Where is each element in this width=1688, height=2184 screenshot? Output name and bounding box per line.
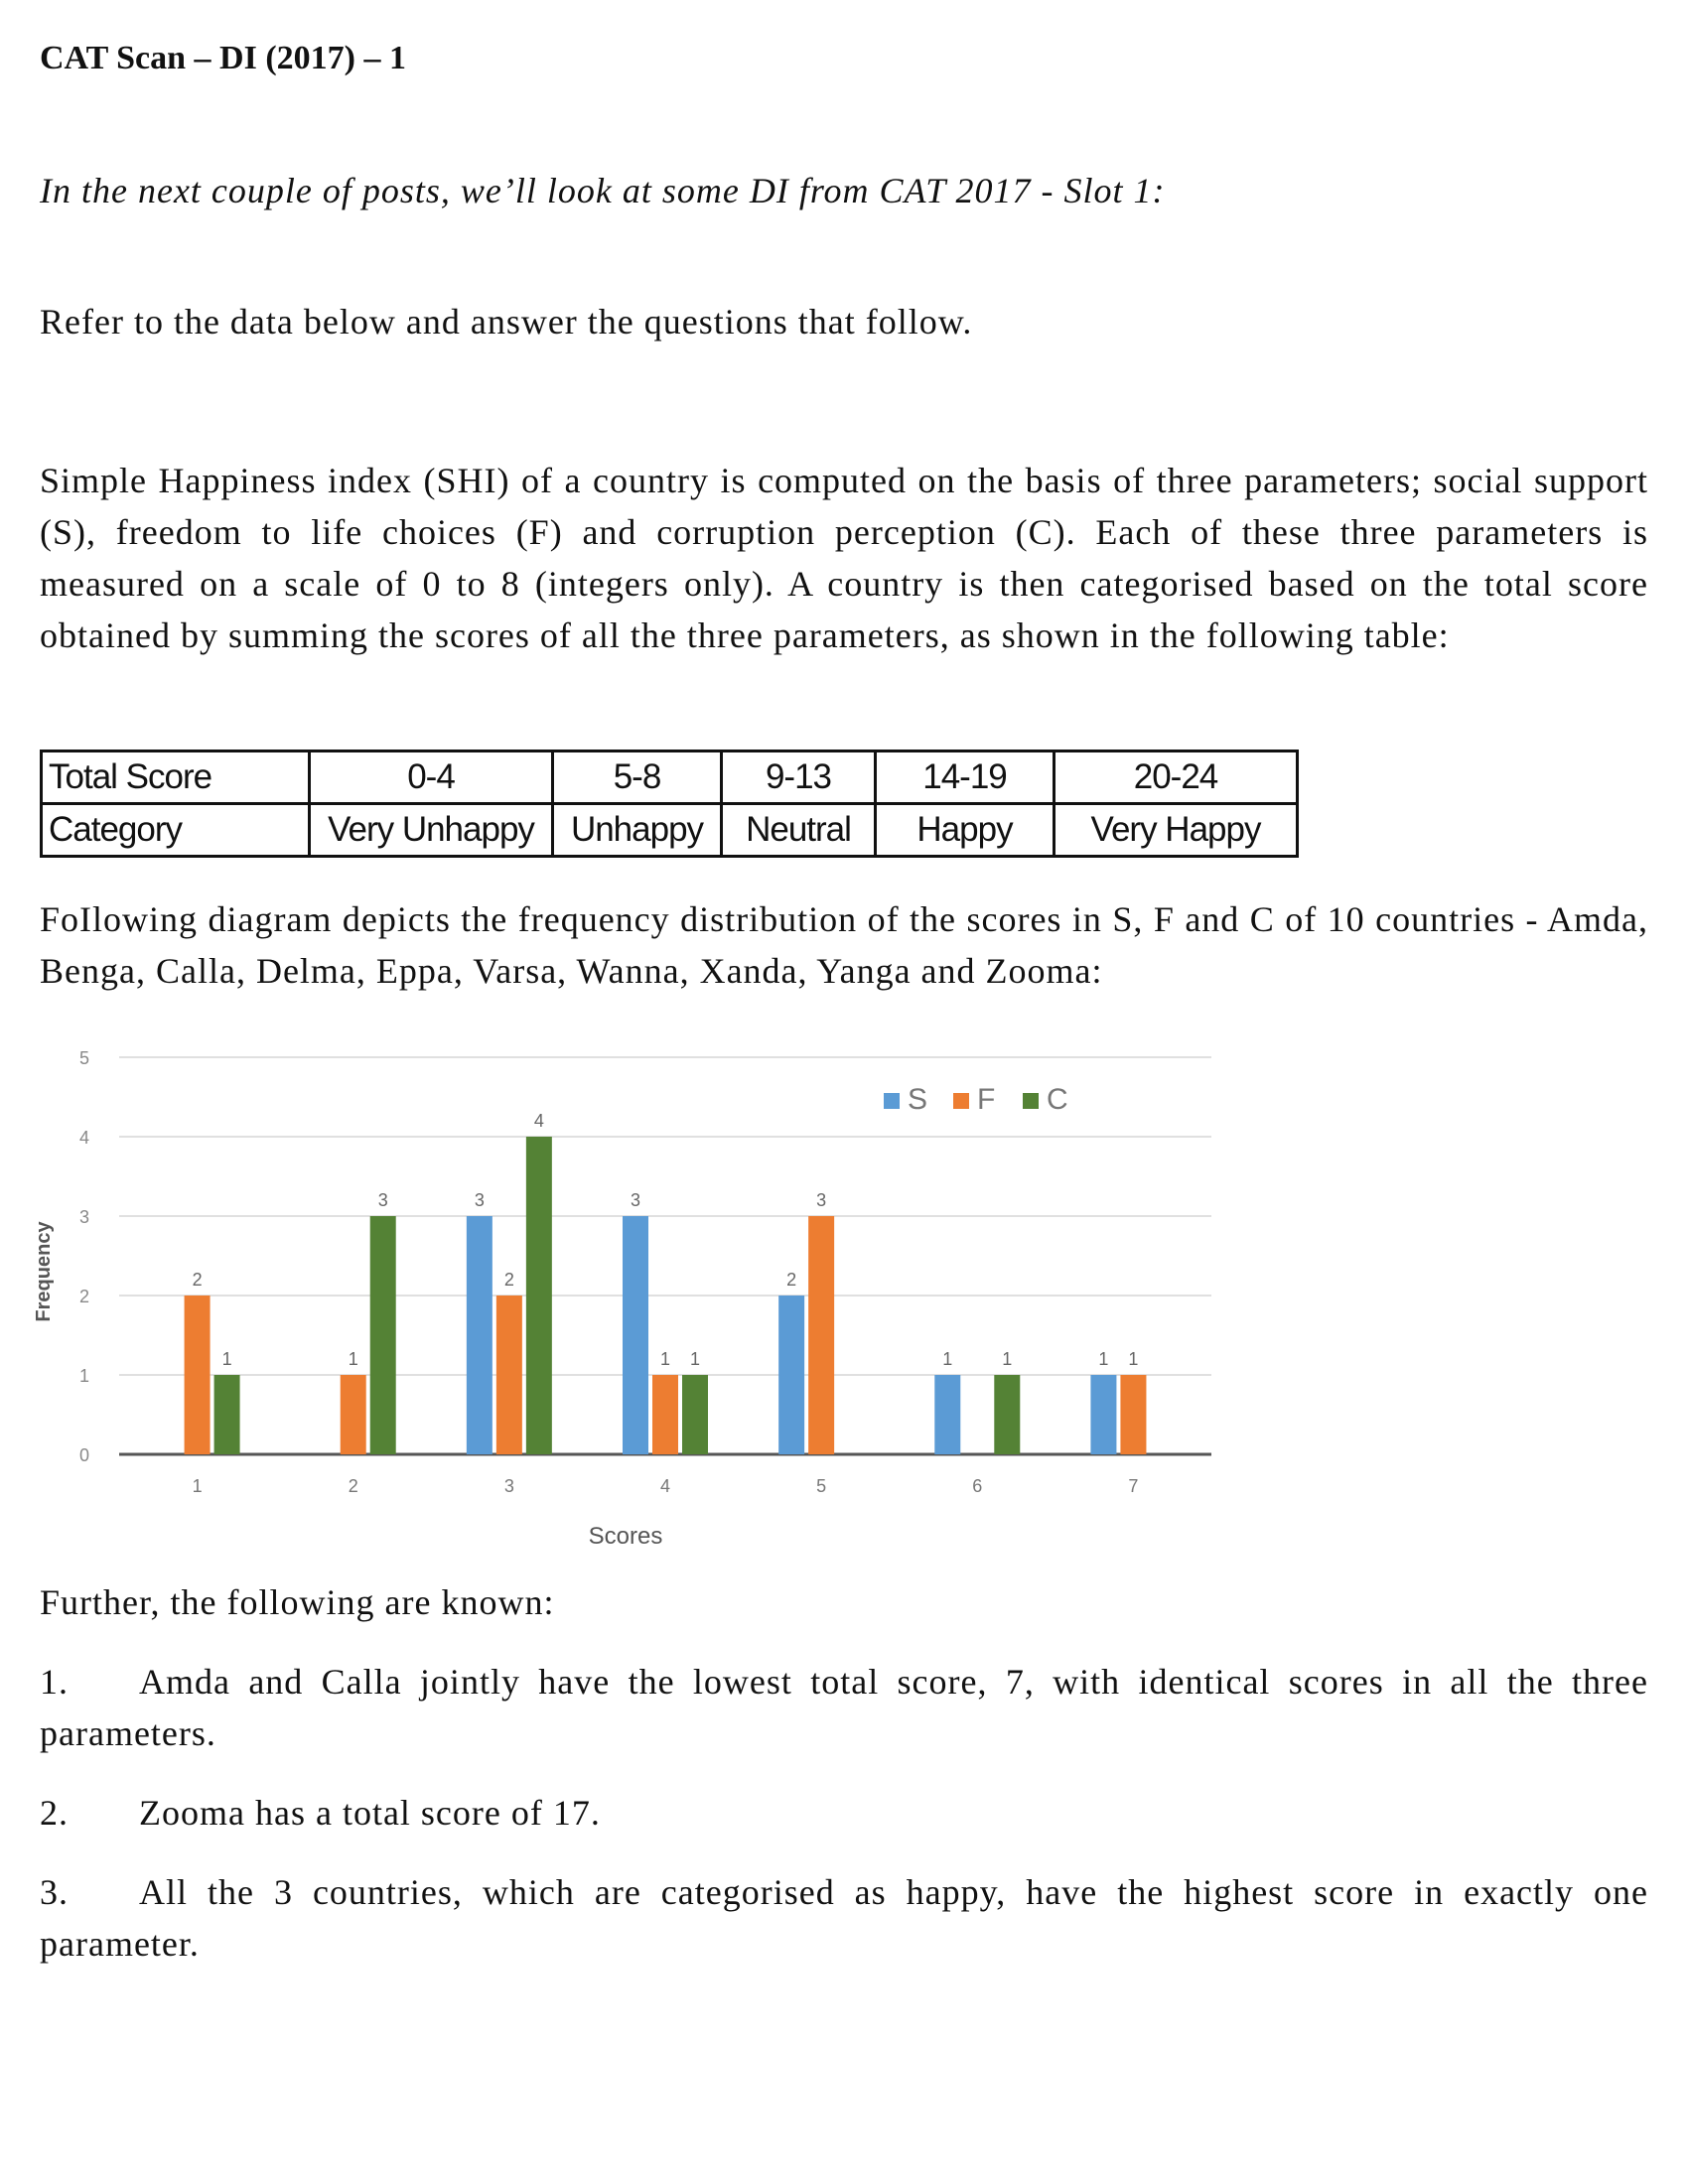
x-tick-label: 6 xyxy=(972,1476,983,1496)
data-label: 3 xyxy=(816,1190,827,1210)
data-label: 2 xyxy=(786,1270,797,1290)
fact-item xyxy=(40,1866,1648,1970)
bar-s xyxy=(467,1216,492,1454)
frequency-bar-chart xyxy=(30,1027,1221,1564)
x-tick-label: 7 xyxy=(1128,1476,1139,1496)
legend-swatch xyxy=(1023,1093,1039,1109)
data-label: 1 xyxy=(942,1349,953,1369)
data-label: 1 xyxy=(1098,1349,1109,1369)
fact-text: Amda and Calla jointly have the lowest total score, 7, with identical scores in all the three parameters. xyxy=(40,1662,1648,1753)
page-title: CAT Scan – DI (2017) – 1 xyxy=(40,40,406,76)
data-label: 2 xyxy=(192,1270,203,1290)
table-cell: Very Unhappy xyxy=(310,804,553,857)
table-row-label: Total Score xyxy=(42,751,310,804)
bar-f xyxy=(1120,1375,1146,1454)
bar-f xyxy=(808,1216,834,1454)
further-text: Further, the following are known: xyxy=(40,1582,555,1622)
table-cell: 20-24 xyxy=(1055,751,1298,804)
bar-f xyxy=(341,1375,366,1454)
bar-s xyxy=(623,1216,648,1454)
y-tick-label: 4 xyxy=(78,1128,90,1148)
fact-number: 3. xyxy=(40,1872,69,1912)
bar-s xyxy=(934,1375,960,1454)
table-row xyxy=(42,804,1298,857)
diagram-intro-text: FoIlowing diagram depicts the frequency distribution of the scores in S, F and C of 10 countries - Amda, Benga, Calla, Delma, Eppa, Varsa, Wanna, Xanda, Yanga and Zooma: xyxy=(40,899,1648,991)
legend-swatch xyxy=(953,1093,969,1109)
y-tick-label: 1 xyxy=(78,1366,90,1386)
data-label: 2 xyxy=(503,1270,514,1290)
fact-item xyxy=(40,1787,1648,1839)
legend-swatch xyxy=(884,1093,900,1109)
y-tick-label: 3 xyxy=(78,1207,90,1227)
data-label: 1 xyxy=(689,1349,701,1369)
data-label: 1 xyxy=(1128,1349,1139,1369)
y-tick-label: 0 xyxy=(78,1445,90,1465)
bar-s xyxy=(778,1296,804,1454)
x-tick-label: 5 xyxy=(816,1476,827,1496)
fact-item xyxy=(40,1656,1648,1759)
description-text: Simple Happiness index (SHI) of a country is computed on the basis of three parameters; social support (S), freedom to life choices (F) and corruption perception (C). Each of these three parameters is measured on a scale of 0 to 8 (integers only). A country is then categorised based on the total score obtained by summing the scores of all the three parameters, as shown in the following table: xyxy=(40,461,1648,655)
bar-c xyxy=(994,1375,1020,1454)
table-cell: Unhappy xyxy=(553,804,722,857)
x-tick-label: 2 xyxy=(348,1476,358,1496)
data-label: 3 xyxy=(630,1190,641,1210)
bar-f xyxy=(652,1375,678,1454)
x-tick-label: 1 xyxy=(192,1476,203,1496)
legend-label: F xyxy=(977,1083,996,1116)
fact-number: 1. xyxy=(40,1662,69,1702)
x-tick-label: 3 xyxy=(503,1476,514,1496)
fact-text: All the 3 countries, which are categorised as happy, have the highest score in exactly one parameter. xyxy=(40,1872,1648,1964)
bar-f xyxy=(496,1296,522,1454)
x-axis-label: Scores xyxy=(588,1523,663,1550)
refer-text: Refer to the data below and answer the questions that follow. xyxy=(40,302,973,341)
table-cell: 9-13 xyxy=(722,751,876,804)
data-label: 4 xyxy=(533,1111,544,1131)
table-cell: Very Happy xyxy=(1055,804,1298,857)
table-row xyxy=(42,751,1298,804)
bar-c xyxy=(214,1375,240,1454)
y-tick-label: 2 xyxy=(78,1287,90,1306)
table-cell: Neutral xyxy=(722,804,876,857)
bar-s xyxy=(1090,1375,1116,1454)
fact-number: 2. xyxy=(40,1793,69,1833)
legend-label: S xyxy=(908,1083,928,1116)
data-label: 1 xyxy=(348,1349,358,1369)
bar-c xyxy=(526,1137,552,1454)
table-cell: 14-19 xyxy=(876,751,1055,804)
y-tick-label: 5 xyxy=(78,1048,90,1068)
bar-c xyxy=(682,1375,708,1454)
intro-text: In the next couple of posts, we’ll look at some DI from CAT 2017 - Slot 1: xyxy=(40,171,1166,210)
data-label: 3 xyxy=(474,1190,485,1210)
table-cell: 0-4 xyxy=(310,751,553,804)
table-cell: Happy xyxy=(876,804,1055,857)
legend-label: C xyxy=(1047,1083,1068,1116)
data-label: 3 xyxy=(377,1190,388,1210)
data-label: 1 xyxy=(221,1349,232,1369)
data-label: 1 xyxy=(1002,1349,1013,1369)
category-table xyxy=(40,750,1299,858)
table-cell: 5-8 xyxy=(553,751,722,804)
y-axis-label: Frequency xyxy=(33,1221,55,1322)
x-tick-label: 4 xyxy=(659,1476,671,1496)
table-row-label: Category xyxy=(42,804,310,857)
fact-text: Zooma has a total score of 17. xyxy=(139,1793,601,1833)
data-label: 1 xyxy=(659,1349,671,1369)
bar-f xyxy=(185,1296,211,1454)
bar-c xyxy=(370,1216,396,1454)
